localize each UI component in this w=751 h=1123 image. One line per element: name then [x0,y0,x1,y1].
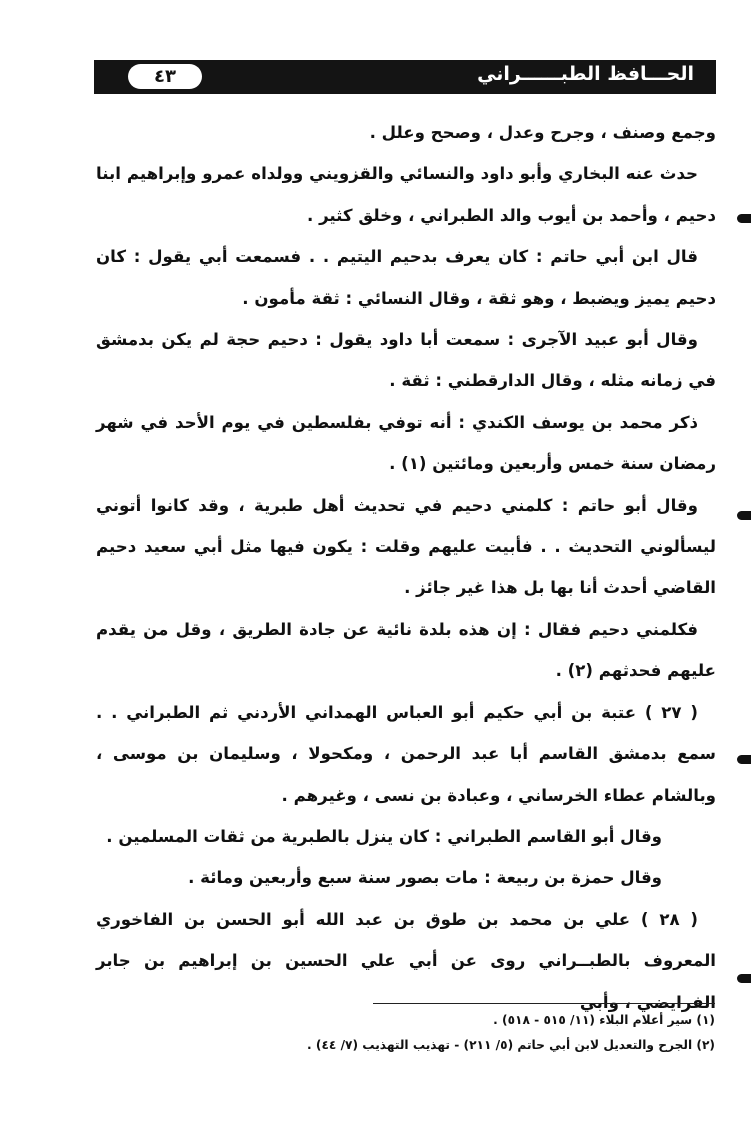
paragraph: حدث عنه البخاري وأبو داود والنسائي والقزويني وولداه عمرو وإبراهيم ابنا دحيم ، وأحمد بن أيوب والد الطبراني ، وخلق كثير . [96,164,716,225]
footnotes [96,1008,715,1058]
paragraph: وقال أبو عبيد الآجرى : سمعت أبا داود يقول : دحيم حجة لم يكن بدمشق في زمانه مثله ، وقال الدارقطني : ثقة . [96,330,716,391]
paragraph: وقال أبو القاسم الطبراني : كان ينزل بالطبرية من ثقات المسلمين . [106,826,662,846]
entry-paragraph: ( ٢٨ ) علي بن محمد بن طوق بن عبد الله أبو الحسن بن الفاخوري المعروف بالطبــراني روى عن أبي علي الحسين بن إبراهيم بن جابر الفرايضي ، وأبي [96,909,716,1012]
entry-paragraph: ( ٢٧ ) عتبة بن أبي حكيم أبو العباس الهمداني الأردني ثم الطبراني . . سمع بدمشق القاسم أبا عبد الرحمن ، ومكحولا ، وسليمان بن موسى ، وبالشام عطاء الخرساني ، وعبادة بن نسى ، وغيرهم . [96,702,716,805]
page-edge-mark [737,974,751,983]
paragraph: ذكر محمد بن يوسف الكندي : أنه توفي بفلسطين في يوم الأحد في شهر رمضان سنة خمس وأربعين ومائتين (١) . [96,412,716,474]
running-header [94,60,716,94]
page-number: ٤٣ [128,64,202,89]
paragraph: وجمع وصنف ، وجرح وعدل ، وصحح وعلل . [369,123,716,142]
body-text [96,112,716,1023]
footnote: (١) سير أعلام البلاء (١١/ ٥١٥ - ٥١٨) . [493,1013,715,1027]
page-edge-mark [737,511,751,520]
paragraph: وقال أبو حاتم : كلمني دحيم في تحديث أهل طبرية ، وقد كانوا أتوني ليسألوني التحديث . . فأبيت عليهم وقلت : يكون فيها مثل أبي سعيد دحيم القاضي أحدث أنا بها بل هذا غير جائز . [96,495,716,598]
running-title: الحـــافظ الطبــــــراني [477,63,694,85]
footnote-divider [373,1003,715,1004]
paragraph: وقال حمزة بن ربيعة : مات بصور سنة سبع وأربعين ومائة . [188,868,662,888]
page-edge-mark [737,214,751,223]
paragraph: فكلمني دحيم فقال : إن هذه بلدة نائية عن جادة الطريق ، وقل من يقدم عليهم فحدثهم (٢) . [96,619,716,681]
page-edge-mark [737,755,751,764]
footnote: (٢) الجرح والتعديل لابن أبي حاتم (٥/ ٢١١) - تهذيب التهذيب (٧/ ٤٤) . [306,1038,715,1052]
paragraph: قال ابن أبي حاتم : كان يعرف بدحيم اليتيم . . فسمعت أبي يقول : كان دحيم يميز ويضبط ، وهو ثقة ، وقال النسائي : ثقة مأمون . [96,247,716,308]
